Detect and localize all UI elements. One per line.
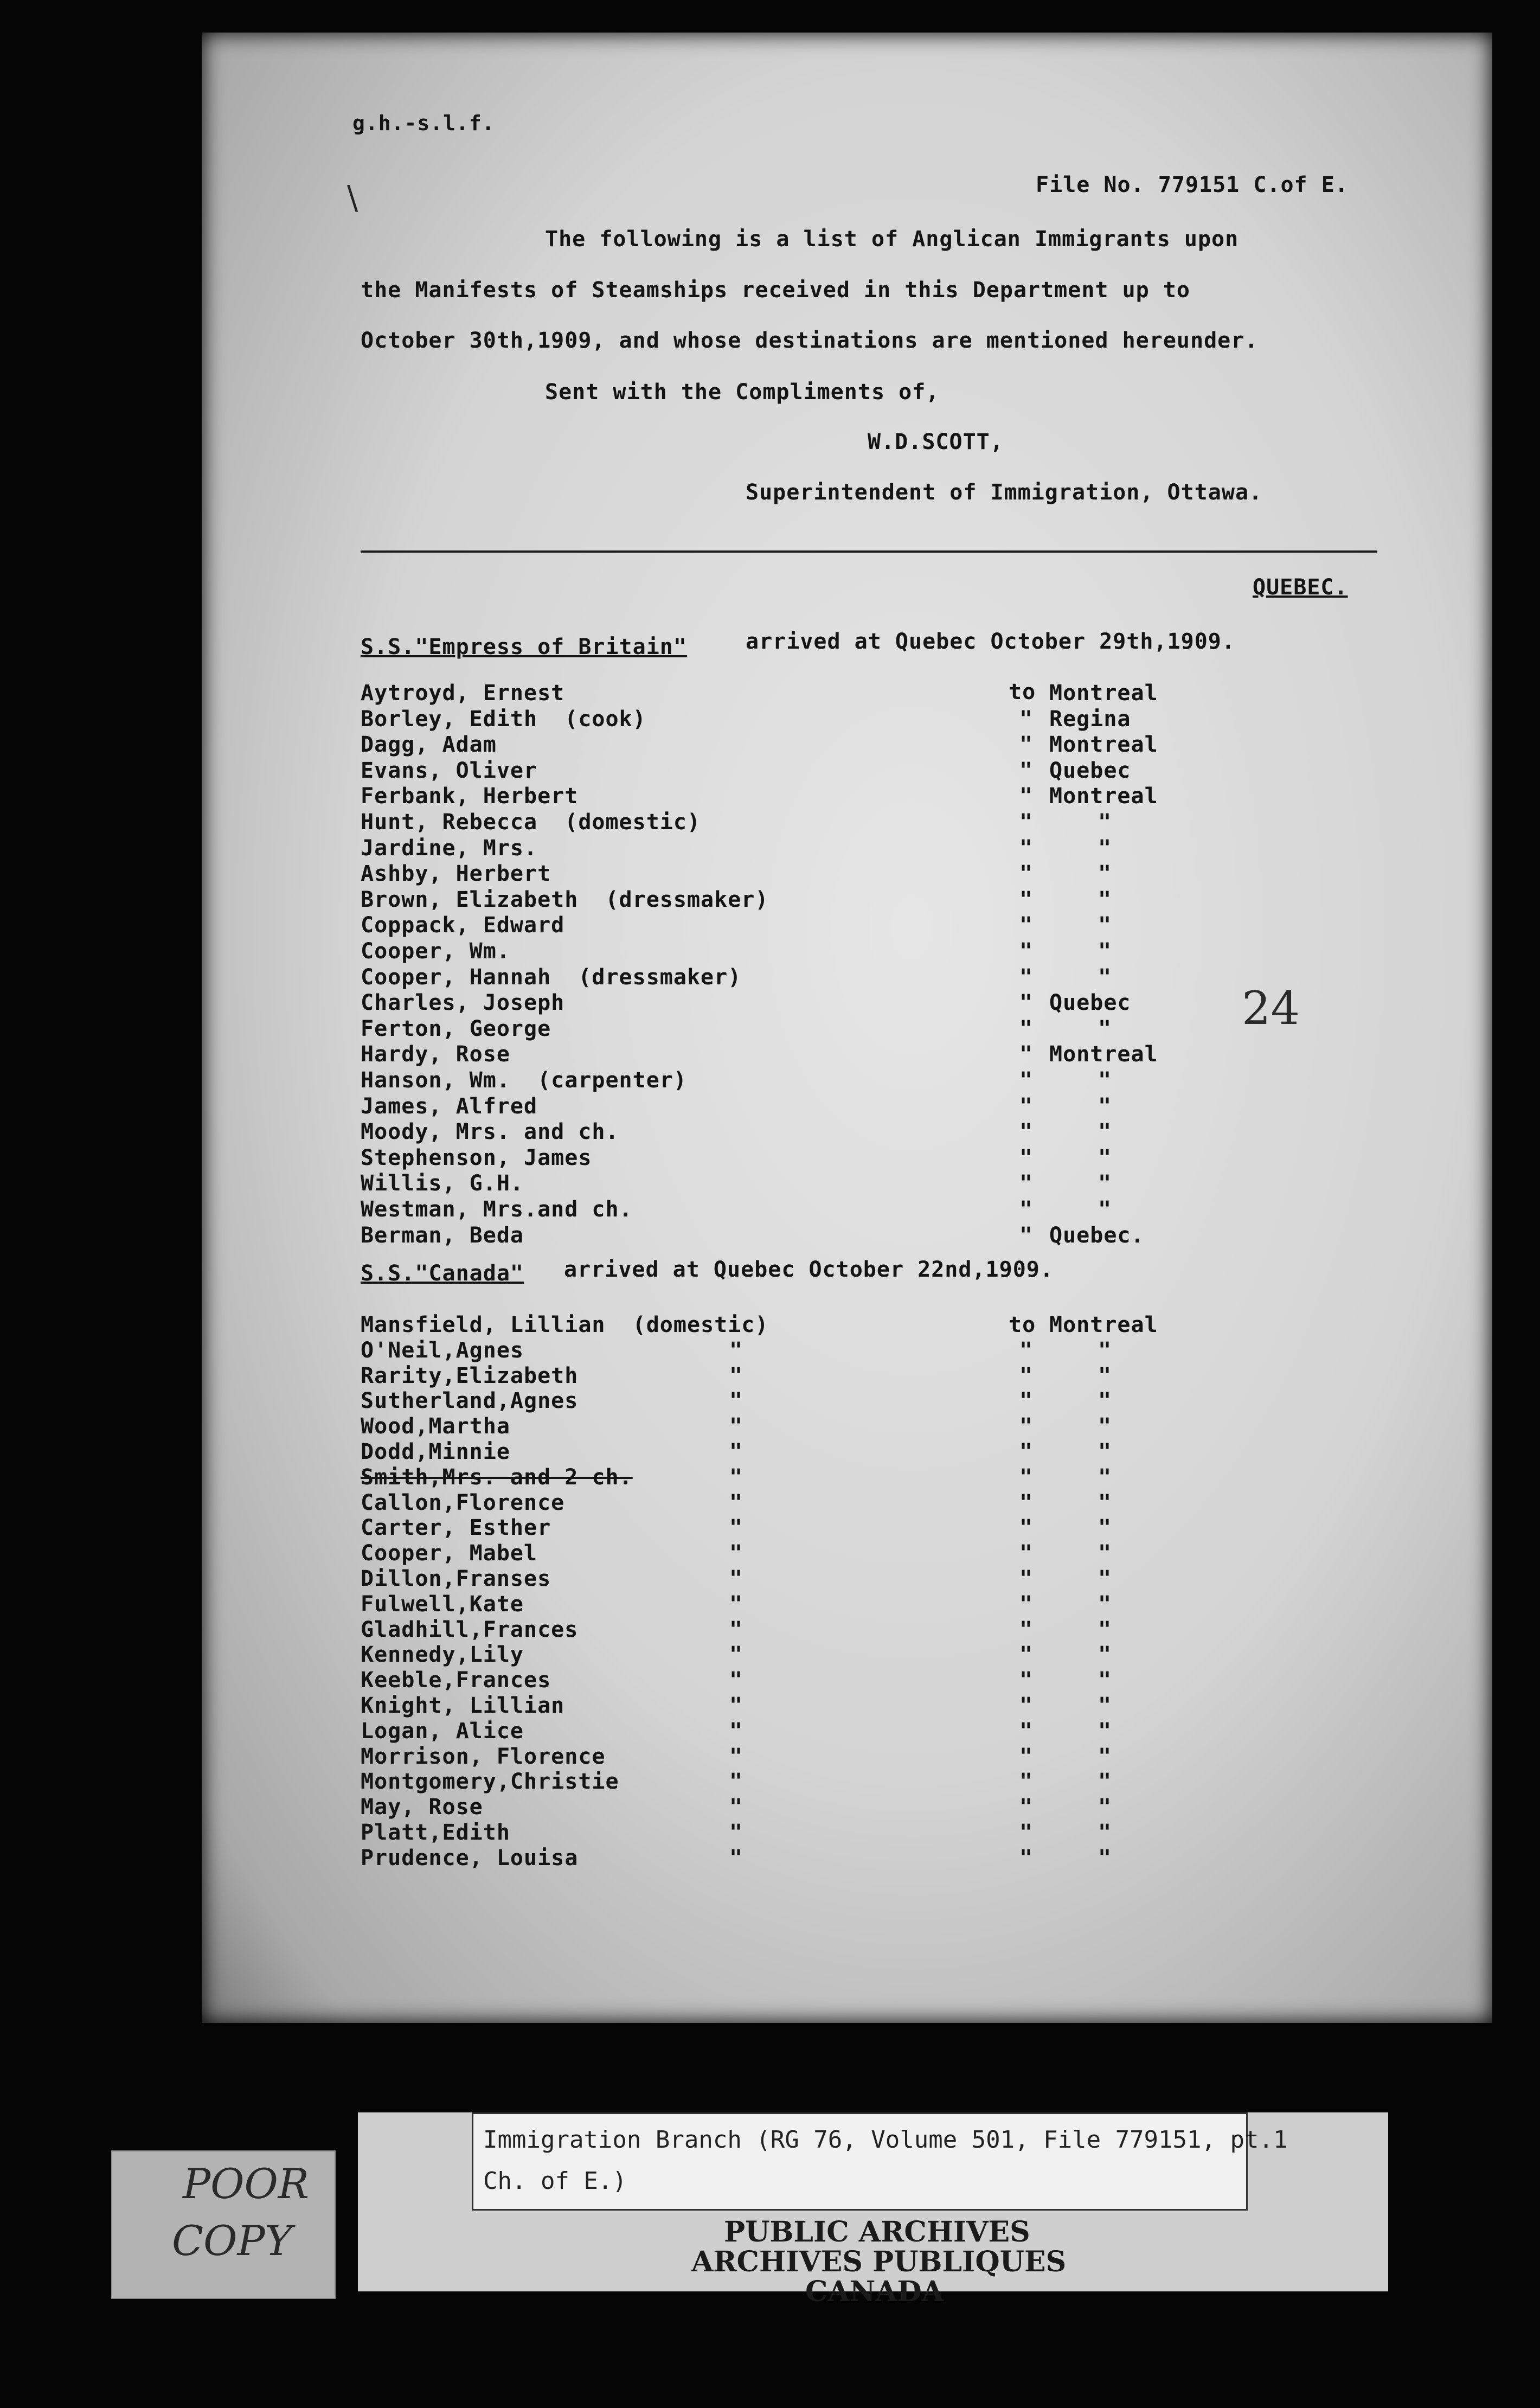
ditto-mark: " xyxy=(1098,1795,1112,1820)
ship2-passenger-name: Montgomery,Christie xyxy=(361,1769,619,1794)
ship1-destination: " xyxy=(1098,1171,1112,1196)
ship1-destination: " xyxy=(1098,965,1112,990)
ship2-passenger-name: Dodd,Minnie xyxy=(361,1439,510,1464)
ship2-passenger-name: Gladhill,Frances xyxy=(361,1617,579,1642)
handwritten-number: 24 xyxy=(1242,982,1300,1035)
copy-text: COPY xyxy=(172,2217,292,2265)
ditto-mark: " xyxy=(1019,1846,1033,1871)
reference-line-1: Immigration Branch (RG 76, Volume 501, File 779151, pt.1 xyxy=(483,2126,1288,2154)
ditto-mark: " xyxy=(1019,861,1033,886)
ditto-mark: " xyxy=(1098,1592,1112,1617)
ship2-passenger-name: Dillon,Franses xyxy=(361,1566,551,1591)
initials: g.h.-s.l.f. xyxy=(352,111,495,135)
ditto-mark: " xyxy=(729,1465,743,1490)
ditto-mark: " xyxy=(1019,1465,1033,1490)
ship1-passenger-name: Willis, G.H. xyxy=(361,1171,524,1196)
ditto-mark: " xyxy=(729,1541,743,1566)
poor-text: POOR xyxy=(183,2160,309,2208)
reference-line-2: Ch. of E.) xyxy=(483,2167,627,2195)
ditto-mark: " xyxy=(1019,1414,1033,1439)
ship2-passenger-name: Mansfield, Lillian (domestic) xyxy=(361,1312,769,1337)
ship1-destination: " xyxy=(1098,887,1112,912)
ditto-mark: " xyxy=(1019,810,1033,835)
ditto-mark: " xyxy=(1098,1820,1112,1845)
ditto-mark: " xyxy=(1019,887,1033,912)
ship1-destination: " xyxy=(1098,913,1112,938)
ditto-mark: " xyxy=(1019,1693,1033,1718)
ditto-mark: " xyxy=(1098,1719,1112,1744)
ditto-mark: " xyxy=(1019,1719,1033,1744)
ship2-passenger-name: Prudence, Louisa xyxy=(361,1846,579,1871)
ditto-mark: " xyxy=(1019,1490,1033,1515)
ship1-passenger-name: Jardine, Mrs. xyxy=(361,836,538,861)
ditto-mark: " xyxy=(1098,1642,1112,1667)
ship1-passenger-name: Ferbank, Herbert xyxy=(361,784,579,809)
ship1-passenger-name: Coppack, Edward xyxy=(361,913,565,938)
ditto-mark: " xyxy=(1098,1515,1112,1540)
ship1-passenger-name: Hanson, Wm. (carpenter) xyxy=(361,1068,687,1093)
ditto-mark: " xyxy=(1019,1068,1033,1093)
horizontal-rule xyxy=(361,550,1377,553)
ditto-mark: " xyxy=(1019,1744,1033,1769)
ditto-mark: " xyxy=(729,1363,743,1388)
ditto-mark: " xyxy=(729,1490,743,1515)
ship2-passenger-name: May, Rose xyxy=(361,1795,483,1820)
ditto-mark: " xyxy=(1098,1439,1112,1464)
ship2-passenger-name: Cooper, Mabel xyxy=(361,1541,538,1566)
ship2-passenger-name: Keeble,Frances xyxy=(361,1668,551,1693)
region-heading: QUEBEC. xyxy=(1253,575,1348,600)
ship1-passenger-name: Cooper, Hannah (dressmaker) xyxy=(361,965,742,990)
ship2-passenger-name: Carter, Esther xyxy=(361,1515,551,1540)
ship1-passenger-name: Moody, Mrs. and ch. xyxy=(361,1119,619,1144)
ditto-mark: " xyxy=(729,1769,743,1794)
ditto-mark: " xyxy=(729,1820,743,1845)
ship1-destination: " xyxy=(1098,1094,1112,1119)
ditto-mark: " xyxy=(1019,1223,1033,1248)
ditto-mark: " xyxy=(1019,965,1033,990)
ditto-mark: " xyxy=(1019,1642,1033,1667)
ship1-destination: Quebec. xyxy=(1049,1223,1145,1248)
ship1-destination: Regina xyxy=(1049,707,1131,732)
ditto-mark: " xyxy=(1019,990,1033,1015)
ditto-mark: " xyxy=(729,1642,743,1667)
ditto-mark: " xyxy=(1098,1388,1112,1413)
ship1-passenger-name: James, Alfred xyxy=(361,1094,538,1119)
ship2-passenger-name: Sutherland,Agnes xyxy=(361,1388,579,1413)
ditto-mark: " xyxy=(1098,1769,1112,1794)
ditto-mark: " xyxy=(1019,1515,1033,1540)
ditto-mark: " xyxy=(1019,1541,1033,1566)
ship1-destination: Montreal xyxy=(1049,732,1158,757)
ship1-passenger-name: Cooper, Wm. xyxy=(361,939,510,964)
intro-line-2: the Manifests of Steamships received in this Department up to xyxy=(361,278,1191,303)
ship2-passenger-name: Morrison, Florence xyxy=(361,1744,606,1769)
poor-copy-stamp xyxy=(111,2150,336,2299)
ship2-passenger-name: Fulwell,Kate xyxy=(361,1592,524,1617)
ditto-mark: " xyxy=(1019,913,1033,938)
file-number: File No. 779151 C.of E. xyxy=(1036,172,1349,197)
compliments-line: Sent with the Compliments of, xyxy=(545,380,940,405)
ship1-passenger-name: Hunt, Rebecca (domestic) xyxy=(361,810,701,835)
ditto-mark: " xyxy=(1098,1566,1112,1591)
ditto-mark: " xyxy=(729,1338,743,1363)
ship1-passenger-name: Ferton, George xyxy=(361,1016,551,1041)
ditto-mark: " xyxy=(1098,1693,1112,1718)
ditto-mark: " xyxy=(1019,1094,1033,1119)
ship1-passenger-name: Borley, Edith (cook) xyxy=(361,707,646,732)
ship1-passenger-name: Dagg, Adam xyxy=(361,732,497,757)
ship1-passenger-name: Ashby, Herbert xyxy=(361,861,551,886)
ship1-destination: " xyxy=(1098,1145,1112,1170)
ditto-mark: " xyxy=(1098,1338,1112,1363)
ship2-passenger-name: Knight, Lillian xyxy=(361,1693,565,1718)
ditto-mark: " xyxy=(1098,1414,1112,1439)
ditto-mark: " xyxy=(1098,1668,1112,1693)
ditto-mark: " xyxy=(729,1515,743,1540)
ditto-mark: " xyxy=(1019,707,1033,732)
ship1-passenger-name: Westman, Mrs.and ch. xyxy=(361,1197,633,1222)
ship1-passenger-name: Stephenson, James xyxy=(361,1145,592,1170)
ship1-destination: " xyxy=(1098,836,1112,861)
ditto-mark: " xyxy=(1019,1592,1033,1617)
signatory-name: W.D.SCOTT, xyxy=(868,430,1004,454)
ditto-mark: " xyxy=(1019,1820,1033,1845)
ship2-passenger-name: Platt,Edith xyxy=(361,1820,510,1845)
ditto-mark: " xyxy=(1019,758,1033,783)
ditto-mark: " xyxy=(1019,732,1033,757)
ditto-mark: " xyxy=(729,1414,743,1439)
ship1-to-label: to xyxy=(1009,680,1036,705)
ship1-passenger-name: Brown, Elizabeth (dressmaker) xyxy=(361,887,769,912)
ship1-passenger-name: Evans, Oliver xyxy=(361,758,538,783)
ditto-mark: " xyxy=(1098,1846,1112,1871)
ship1-destination: " xyxy=(1098,810,1112,835)
ship1-destination: " xyxy=(1098,939,1112,964)
ship1-destination: " xyxy=(1098,1119,1112,1144)
ditto-mark: " xyxy=(729,1693,743,1718)
ditto-mark: " xyxy=(1098,1541,1112,1566)
intro-line-1: The following is a list of Anglican Immigrants upon xyxy=(545,227,1239,252)
ship2-passenger-name: Smith,Mrs. and 2 ch. xyxy=(361,1465,633,1490)
ditto-mark: " xyxy=(729,1388,743,1413)
ditto-mark: " xyxy=(729,1744,743,1769)
ditto-mark: " xyxy=(1019,836,1033,861)
ditto-mark: " xyxy=(729,1846,743,1871)
ditto-mark: " xyxy=(1019,1363,1033,1388)
ditto-mark: " xyxy=(1019,1145,1033,1170)
ship1-name: S.S."Empress of Britain" xyxy=(361,635,687,659)
ship2-passenger-name: Wood,Martha xyxy=(361,1414,510,1439)
ditto-mark: " xyxy=(1019,1769,1033,1794)
ship1-destination: Montreal xyxy=(1049,784,1158,809)
ship1-arrival: arrived at Quebec October 29th,1909. xyxy=(746,629,1235,654)
ditto-mark: " xyxy=(1019,1042,1033,1067)
ship1-passenger-name: Charles, Joseph xyxy=(361,990,565,1015)
ship1-destination: Quebec xyxy=(1049,758,1131,783)
signatory-title: Superintendent of Immigration, Ottawa. xyxy=(746,480,1263,505)
ship1-destination: " xyxy=(1098,1197,1112,1222)
ship2-passenger-name: Logan, Alice xyxy=(361,1719,524,1744)
ship2-passenger-name: O'Neil,Agnes xyxy=(361,1338,524,1363)
ditto-mark: " xyxy=(1098,1465,1112,1490)
ditto-mark: " xyxy=(1019,1388,1033,1413)
ditto-mark: " xyxy=(1098,1363,1112,1388)
ditto-mark: " xyxy=(1019,1338,1033,1363)
ditto-mark: " xyxy=(1019,1617,1033,1642)
intro-line-3: October 30th,1909, and whose destinations are mentioned hereunder. xyxy=(361,328,1259,353)
ditto-mark: " xyxy=(1019,1795,1033,1820)
ditto-mark: " xyxy=(1019,939,1033,964)
ship1-destination: Montreal xyxy=(1049,681,1158,706)
archives-english: PUBLIC ARCHIVES xyxy=(724,2215,1030,2249)
ditto-mark: " xyxy=(729,1439,743,1464)
ditto-mark: " xyxy=(729,1592,743,1617)
ditto-mark: " xyxy=(729,1795,743,1820)
ditto-mark: " xyxy=(1019,1016,1033,1041)
ditto-mark: " xyxy=(729,1617,743,1642)
ship2-passenger-name: Callon,Florence xyxy=(361,1490,565,1515)
ditto-mark: " xyxy=(1098,1490,1112,1515)
ditto-mark: " xyxy=(729,1719,743,1744)
ditto-mark: " xyxy=(1098,1744,1112,1769)
ship2-to-label: to xyxy=(1009,1312,1036,1337)
ship2-arrival: arrived at Quebec October 22nd,1909. xyxy=(564,1257,1054,1282)
pen-mark: \ xyxy=(347,179,358,217)
ship1-destination: Quebec xyxy=(1049,990,1131,1015)
ditto-mark: " xyxy=(1019,1566,1033,1591)
archives-country: CANADA xyxy=(805,2275,944,2308)
reference-label xyxy=(472,2112,1288,2211)
ditto-mark: " xyxy=(1019,1668,1033,1693)
ship1-destination: Montreal xyxy=(1049,1042,1158,1067)
ship1-passenger-name: Berman, Beda xyxy=(361,1223,524,1248)
ship1-destination: " xyxy=(1098,861,1112,886)
ditto-mark: " xyxy=(1019,784,1033,809)
ship1-destination: " xyxy=(1098,1016,1112,1041)
ditto-mark: " xyxy=(729,1668,743,1693)
ditto-mark: " xyxy=(1019,1197,1033,1222)
ship1-destination: " xyxy=(1098,1068,1112,1093)
ditto-mark: " xyxy=(1019,1171,1033,1196)
ditto-mark: " xyxy=(729,1566,743,1591)
ditto-mark: " xyxy=(1019,1119,1033,1144)
ship1-passenger-name: Aytroyd, Ernest xyxy=(361,681,565,706)
ship1-passenger-name: Hardy, Rose xyxy=(361,1042,510,1067)
ship2-passenger-name: Kennedy,Lily xyxy=(361,1642,524,1667)
ditto-mark: " xyxy=(1019,1439,1033,1464)
ship2-passenger-name: Rarity,Elizabeth xyxy=(361,1363,579,1388)
ditto-mark: " xyxy=(1098,1617,1112,1642)
ship2-first-destination: Montreal xyxy=(1049,1312,1158,1337)
ship2-name: S.S."Canada" xyxy=(361,1261,524,1286)
archives-french: ARCHIVES PUBLIQUES xyxy=(691,2245,1067,2278)
